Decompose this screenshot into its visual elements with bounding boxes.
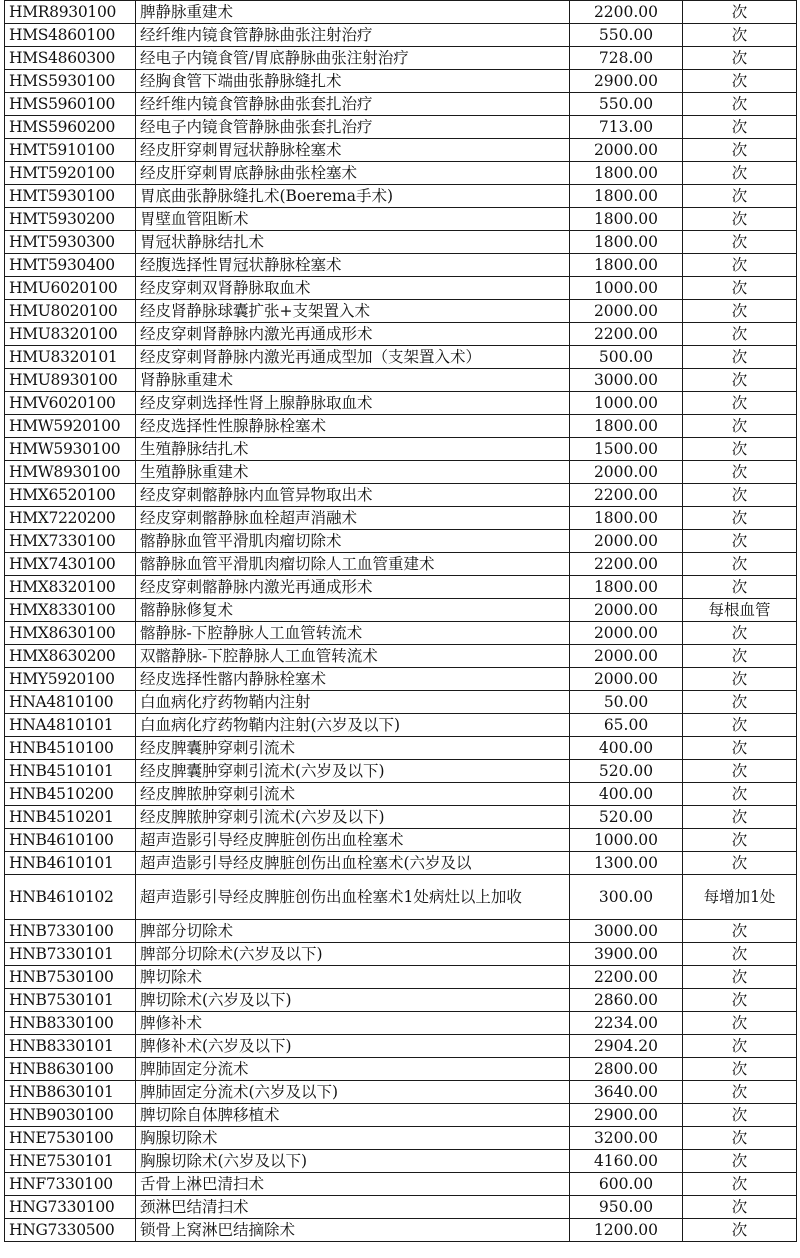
item-name-cell: 脾切除自体脾移植术 xyxy=(136,1104,570,1127)
table-row xyxy=(5,645,797,668)
price-cell: 2000.00 xyxy=(570,622,683,645)
item-name-cell: 生殖静脉重建术 xyxy=(136,461,570,484)
table-row xyxy=(5,484,797,507)
item-name-cell: 经胸食管下端曲张静脉缝扎术 xyxy=(136,70,570,93)
table-row xyxy=(5,737,797,760)
table-row xyxy=(5,162,797,185)
price-cell: 3000.00 xyxy=(570,369,683,392)
item-code-cell: HMU8320100 xyxy=(5,323,136,346)
item-code-cell: HMW8930100 xyxy=(5,461,136,484)
unit-cell: 次 xyxy=(683,1012,797,1035)
unit-cell: 次 xyxy=(683,1081,797,1104)
unit-cell: 次 xyxy=(683,484,797,507)
item-name-cell: 经皮穿刺髂静脉内血管异物取出术 xyxy=(136,484,570,507)
unit-cell: 次 xyxy=(683,346,797,369)
item-code-cell: HMT5930300 xyxy=(5,231,136,254)
item-name-cell: 经电子内镜食管静脉曲张套扎治疗 xyxy=(136,116,570,139)
unit-cell: 次 xyxy=(683,323,797,346)
price-cell: 50.00 xyxy=(570,691,683,714)
item-code-cell: HMT5930400 xyxy=(5,254,136,277)
item-code-cell: HNF7330100 xyxy=(5,1173,136,1196)
item-code-cell: HMR8930100 xyxy=(5,1,136,24)
item-code-cell: HNG7330100 xyxy=(5,1196,136,1219)
item-code-cell: HMX7330100 xyxy=(5,530,136,553)
item-code-cell: HMS5960100 xyxy=(5,93,136,116)
item-code-cell: HMX8330100 xyxy=(5,599,136,622)
item-code-cell: HNG7330500 xyxy=(5,1219,136,1242)
table-row xyxy=(5,989,797,1012)
table-row xyxy=(5,852,797,875)
price-cell: 520.00 xyxy=(570,806,683,829)
price-cell: 2200.00 xyxy=(570,1,683,24)
item-name-cell: 髂静脉修复术 xyxy=(136,599,570,622)
item-code-cell: HNB7330100 xyxy=(5,920,136,943)
price-cell: 2900.00 xyxy=(570,70,683,93)
item-code-cell: HNB8330101 xyxy=(5,1035,136,1058)
unit-cell: 次 xyxy=(683,1196,797,1219)
table-row xyxy=(5,415,797,438)
item-name-cell: 超声造影引导经皮脾脏创伤出血栓塞术(六岁及以 xyxy=(136,852,570,875)
table-row xyxy=(5,668,797,691)
table-row xyxy=(5,70,797,93)
price-cell: 2000.00 xyxy=(570,645,683,668)
table-row xyxy=(5,691,797,714)
item-name-cell: 经皮肝穿刺胃冠状静脉栓塞术 xyxy=(136,139,570,162)
table-row xyxy=(5,943,797,966)
unit-cell: 次 xyxy=(683,966,797,989)
item-code-cell: HMX7220200 xyxy=(5,507,136,530)
item-code-cell: HNB8630100 xyxy=(5,1058,136,1081)
table-row xyxy=(5,346,797,369)
item-code-cell: HNB4610102 xyxy=(5,875,136,920)
price-cell: 1800.00 xyxy=(570,415,683,438)
item-name-cell: 脾肺固定分流术(六岁及以下) xyxy=(136,1081,570,1104)
fee-schedule-table xyxy=(4,0,797,1242)
unit-cell: 次 xyxy=(683,1127,797,1150)
item-name-cell: 经纤维内镜食管静脉曲张套扎治疗 xyxy=(136,93,570,116)
table-row xyxy=(5,530,797,553)
price-cell: 713.00 xyxy=(570,116,683,139)
unit-cell: 次 xyxy=(683,185,797,208)
table-row xyxy=(5,1127,797,1150)
item-code-cell: HMV6020100 xyxy=(5,392,136,415)
price-cell: 950.00 xyxy=(570,1196,683,1219)
price-cell: 3200.00 xyxy=(570,1127,683,1150)
item-code-cell: HMU8320101 xyxy=(5,346,136,369)
item-name-cell: 脾切除术 xyxy=(136,966,570,989)
unit-cell: 次 xyxy=(683,1150,797,1173)
item-code-cell: HMW5930100 xyxy=(5,438,136,461)
price-cell: 1800.00 xyxy=(570,254,683,277)
unit-cell: 次 xyxy=(683,1104,797,1127)
item-name-cell: 经皮穿刺肾静脉内激光再通成型加（支架置入术） xyxy=(136,346,570,369)
table-row xyxy=(5,783,797,806)
item-name-cell: 白血病化疗药物鞘内注射 xyxy=(136,691,570,714)
item-name-cell: 经电子内镜食管/胃底静脉曲张注射治疗 xyxy=(136,47,570,70)
item-name-cell: 经皮肝穿刺胃底静脉曲张栓塞术 xyxy=(136,162,570,185)
table-row xyxy=(5,966,797,989)
price-cell: 400.00 xyxy=(570,737,683,760)
unit-cell: 次 xyxy=(683,829,797,852)
item-name-cell: 生殖静脉结扎术 xyxy=(136,438,570,461)
table-row xyxy=(5,622,797,645)
item-code-cell: HMX7430100 xyxy=(5,553,136,576)
price-cell: 2200.00 xyxy=(570,323,683,346)
table-row xyxy=(5,277,797,300)
item-name-cell: 经纤维内镜食管静脉曲张注射治疗 xyxy=(136,24,570,47)
price-cell: 400.00 xyxy=(570,783,683,806)
table-row xyxy=(5,829,797,852)
table-row xyxy=(5,392,797,415)
item-code-cell: HMT5910100 xyxy=(5,139,136,162)
price-cell: 1800.00 xyxy=(570,208,683,231)
table-row xyxy=(5,24,797,47)
table-row xyxy=(5,323,797,346)
price-cell: 1800.00 xyxy=(570,162,683,185)
table-row xyxy=(5,1150,797,1173)
unit-cell: 次 xyxy=(683,369,797,392)
price-cell: 2200.00 xyxy=(570,484,683,507)
table-row xyxy=(5,507,797,530)
item-name-cell: 胃冠状静脉结扎术 xyxy=(136,231,570,254)
price-cell: 1200.00 xyxy=(570,1219,683,1242)
item-name-cell: 经皮脾囊肿穿刺引流术(六岁及以下) xyxy=(136,760,570,783)
item-name-cell: 经皮肾静脉球囊扩张+支架置入术 xyxy=(136,300,570,323)
table-row xyxy=(5,1196,797,1219)
table-row xyxy=(5,806,797,829)
table-row xyxy=(5,1219,797,1242)
price-cell: 1000.00 xyxy=(570,277,683,300)
unit-cell: 次 xyxy=(683,116,797,139)
item-name-cell: 经腹选择性胃冠状静脉栓塞术 xyxy=(136,254,570,277)
unit-cell: 次 xyxy=(683,277,797,300)
price-cell: 1800.00 xyxy=(570,576,683,599)
item-code-cell: HMX8320100 xyxy=(5,576,136,599)
price-cell: 1500.00 xyxy=(570,438,683,461)
item-code-cell: HMT5930200 xyxy=(5,208,136,231)
item-name-cell: 经皮脾囊肿穿刺引流术 xyxy=(136,737,570,760)
table-row xyxy=(5,714,797,737)
price-cell: 1300.00 xyxy=(570,852,683,875)
unit-cell: 次 xyxy=(683,645,797,668)
unit-cell: 次 xyxy=(683,806,797,829)
unit-cell: 次 xyxy=(683,24,797,47)
price-cell: 3640.00 xyxy=(570,1081,683,1104)
table-row xyxy=(5,553,797,576)
table-row xyxy=(5,208,797,231)
unit-cell: 次 xyxy=(683,989,797,1012)
price-cell: 2200.00 xyxy=(570,966,683,989)
unit-cell: 次 xyxy=(683,1173,797,1196)
item-name-cell: 髂静脉血管平滑肌肉瘤切除人工血管重建术 xyxy=(136,553,570,576)
table-row xyxy=(5,139,797,162)
item-name-cell: 经皮穿刺肾静脉内激光再通成形术 xyxy=(136,323,570,346)
item-code-cell: HNE7530100 xyxy=(5,1127,136,1150)
unit-cell: 每根血管 xyxy=(683,599,797,622)
unit-cell: 次 xyxy=(683,162,797,185)
item-name-cell: 胸腺切除术(六岁及以下) xyxy=(136,1150,570,1173)
item-name-cell: 脾肺固定分流术 xyxy=(136,1058,570,1081)
price-cell: 2234.00 xyxy=(570,1012,683,1035)
unit-cell: 次 xyxy=(683,737,797,760)
table-row xyxy=(5,93,797,116)
item-code-cell: HNB4510100 xyxy=(5,737,136,760)
price-cell: 1800.00 xyxy=(570,185,683,208)
item-code-cell: HMW5920100 xyxy=(5,415,136,438)
item-code-cell: HMT5920100 xyxy=(5,162,136,185)
item-name-cell: 髂静脉-下腔静脉人工血管转流术 xyxy=(136,622,570,645)
unit-cell: 次 xyxy=(683,943,797,966)
item-name-cell: 经皮选择性性腺静脉栓塞术 xyxy=(136,415,570,438)
price-cell: 2904.20 xyxy=(570,1035,683,1058)
table-row xyxy=(5,185,797,208)
unit-cell: 次 xyxy=(683,300,797,323)
item-code-cell: HNA4810100 xyxy=(5,691,136,714)
item-name-cell: 双髂静脉-下腔静脉人工血管转流术 xyxy=(136,645,570,668)
item-code-cell: HMU8930100 xyxy=(5,369,136,392)
price-cell: 500.00 xyxy=(570,346,683,369)
table-row xyxy=(5,231,797,254)
item-name-cell: 髂静脉血管平滑肌肉瘤切除术 xyxy=(136,530,570,553)
price-cell: 1800.00 xyxy=(570,507,683,530)
table-row xyxy=(5,438,797,461)
price-cell: 550.00 xyxy=(570,93,683,116)
price-cell: 1000.00 xyxy=(570,829,683,852)
table-row xyxy=(5,47,797,70)
table-row xyxy=(5,1081,797,1104)
item-name-cell: 胸腺切除术 xyxy=(136,1127,570,1150)
unit-cell: 次 xyxy=(683,691,797,714)
item-name-cell: 经皮穿刺髂静脉内激光再通成形术 xyxy=(136,576,570,599)
item-name-cell: 经皮穿刺髂静脉血栓超声消融术 xyxy=(136,507,570,530)
item-code-cell: HMU8020100 xyxy=(5,300,136,323)
price-cell: 2000.00 xyxy=(570,599,683,622)
unit-cell: 次 xyxy=(683,47,797,70)
table-row xyxy=(5,1012,797,1035)
table-row xyxy=(5,254,797,277)
item-code-cell: HMY5920100 xyxy=(5,668,136,691)
item-name-cell: 脾部分切除术(六岁及以下) xyxy=(136,943,570,966)
item-name-cell: 肾静脉重建术 xyxy=(136,369,570,392)
item-code-cell: HMU6020100 xyxy=(5,277,136,300)
price-cell: 2000.00 xyxy=(570,530,683,553)
item-name-cell: 舌骨上淋巴清扫术 xyxy=(136,1173,570,1196)
table-row xyxy=(5,920,797,943)
item-code-cell: HNB4510200 xyxy=(5,783,136,806)
item-name-cell: 经皮选择性髂内静脉栓塞术 xyxy=(136,668,570,691)
price-cell: 3900.00 xyxy=(570,943,683,966)
price-cell: 2860.00 xyxy=(570,989,683,1012)
unit-cell: 次 xyxy=(683,1,797,24)
item-name-cell: 脾切除术(六岁及以下) xyxy=(136,989,570,1012)
table-row xyxy=(5,369,797,392)
item-name-cell: 经皮脾脓肿穿刺引流术 xyxy=(136,783,570,806)
unit-cell: 次 xyxy=(683,760,797,783)
item-name-cell: 锁骨上窝淋巴结摘除术 xyxy=(136,1219,570,1242)
unit-cell: 次 xyxy=(683,530,797,553)
price-cell: 728.00 xyxy=(570,47,683,70)
item-code-cell: HNB4510201 xyxy=(5,806,136,829)
table-row xyxy=(5,300,797,323)
item-code-cell: HMS4860300 xyxy=(5,47,136,70)
unit-cell: 次 xyxy=(683,622,797,645)
price-cell: 2800.00 xyxy=(570,1058,683,1081)
item-code-cell: HMX8630100 xyxy=(5,622,136,645)
unit-cell: 次 xyxy=(683,783,797,806)
unit-cell: 次 xyxy=(683,70,797,93)
item-name-cell: 经皮穿刺选择性肾上腺静脉取血术 xyxy=(136,392,570,415)
unit-cell: 次 xyxy=(683,254,797,277)
table-row xyxy=(5,760,797,783)
unit-cell: 次 xyxy=(683,553,797,576)
unit-cell: 次 xyxy=(683,714,797,737)
price-cell: 2000.00 xyxy=(570,668,683,691)
item-code-cell: HMX8630200 xyxy=(5,645,136,668)
item-name-cell: 脾部分切除术 xyxy=(136,920,570,943)
item-name-cell: 颈淋巴结清扫术 xyxy=(136,1196,570,1219)
price-cell: 600.00 xyxy=(570,1173,683,1196)
table-row xyxy=(5,1058,797,1081)
unit-cell: 次 xyxy=(683,139,797,162)
table-row xyxy=(5,576,797,599)
table-row xyxy=(5,599,797,622)
item-code-cell: HNB7530101 xyxy=(5,989,136,1012)
item-name-cell: 胃底曲张静脉缝扎术(Boerema手术) xyxy=(136,185,570,208)
item-code-cell: HMS4860100 xyxy=(5,24,136,47)
item-code-cell: HNE7530101 xyxy=(5,1150,136,1173)
unit-cell: 次 xyxy=(683,1035,797,1058)
unit-cell: 次 xyxy=(683,208,797,231)
price-cell: 2000.00 xyxy=(570,139,683,162)
price-cell: 1800.00 xyxy=(570,231,683,254)
item-code-cell: HNA4810101 xyxy=(5,714,136,737)
table-row xyxy=(5,461,797,484)
price-cell: 2200.00 xyxy=(570,553,683,576)
price-cell: 4160.00 xyxy=(570,1150,683,1173)
price-cell: 550.00 xyxy=(570,24,683,47)
item-code-cell: HMX6520100 xyxy=(5,484,136,507)
item-code-cell: HNB4610100 xyxy=(5,829,136,852)
item-code-cell: HMS5930100 xyxy=(5,70,136,93)
unit-cell: 次 xyxy=(683,576,797,599)
unit-cell: 次 xyxy=(683,668,797,691)
item-name-cell: 经皮脾脓肿穿刺引流术(六岁及以下) xyxy=(136,806,570,829)
item-name-cell: 超声造影引导经皮脾脏创伤出血栓塞术1处病灶以上加收 xyxy=(136,875,570,920)
unit-cell: 每增加1处 xyxy=(683,875,797,920)
item-name-cell: 白血病化疗药物鞘内注射(六岁及以下) xyxy=(136,714,570,737)
unit-cell: 次 xyxy=(683,93,797,116)
price-cell: 2000.00 xyxy=(570,461,683,484)
item-name-cell: 脾静脉重建术 xyxy=(136,1,570,24)
table-row xyxy=(5,1173,797,1196)
unit-cell: 次 xyxy=(683,507,797,530)
unit-cell: 次 xyxy=(683,392,797,415)
item-name-cell: 超声造影引导经皮脾脏创伤出血栓塞术 xyxy=(136,829,570,852)
item-code-cell: HNB7530100 xyxy=(5,966,136,989)
item-name-cell: 经皮穿刺双肾静脉取血术 xyxy=(136,277,570,300)
table-row xyxy=(5,1,797,24)
price-cell: 520.00 xyxy=(570,760,683,783)
table-row xyxy=(5,116,797,139)
item-code-cell: HNB9030100 xyxy=(5,1104,136,1127)
item-name-cell: 脾修补术(六岁及以下) xyxy=(136,1035,570,1058)
item-code-cell: HNB8630101 xyxy=(5,1081,136,1104)
item-code-cell: HNB4610101 xyxy=(5,852,136,875)
unit-cell: 次 xyxy=(683,1058,797,1081)
price-cell: 3000.00 xyxy=(570,920,683,943)
unit-cell: 次 xyxy=(683,415,797,438)
price-cell: 2000.00 xyxy=(570,300,683,323)
unit-cell: 次 xyxy=(683,1219,797,1242)
table-row xyxy=(5,1035,797,1058)
unit-cell: 次 xyxy=(683,920,797,943)
price-cell: 2900.00 xyxy=(570,1104,683,1127)
price-cell: 1000.00 xyxy=(570,392,683,415)
item-name-cell: 胃壁血管阻断术 xyxy=(136,208,570,231)
unit-cell: 次 xyxy=(683,852,797,875)
item-name-cell: 脾修补术 xyxy=(136,1012,570,1035)
item-code-cell: HMT5930100 xyxy=(5,185,136,208)
item-code-cell: HMS5960200 xyxy=(5,116,136,139)
price-cell: 65.00 xyxy=(570,714,683,737)
fee-table-body xyxy=(5,1,797,1242)
price-cell: 300.00 xyxy=(570,875,683,920)
table-row xyxy=(5,875,797,920)
item-code-cell: HNB7330101 xyxy=(5,943,136,966)
item-code-cell: HNB8330100 xyxy=(5,1012,136,1035)
unit-cell: 次 xyxy=(683,438,797,461)
unit-cell: 次 xyxy=(683,461,797,484)
table-row xyxy=(5,1104,797,1127)
item-code-cell: HNB4510101 xyxy=(5,760,136,783)
unit-cell: 次 xyxy=(683,231,797,254)
